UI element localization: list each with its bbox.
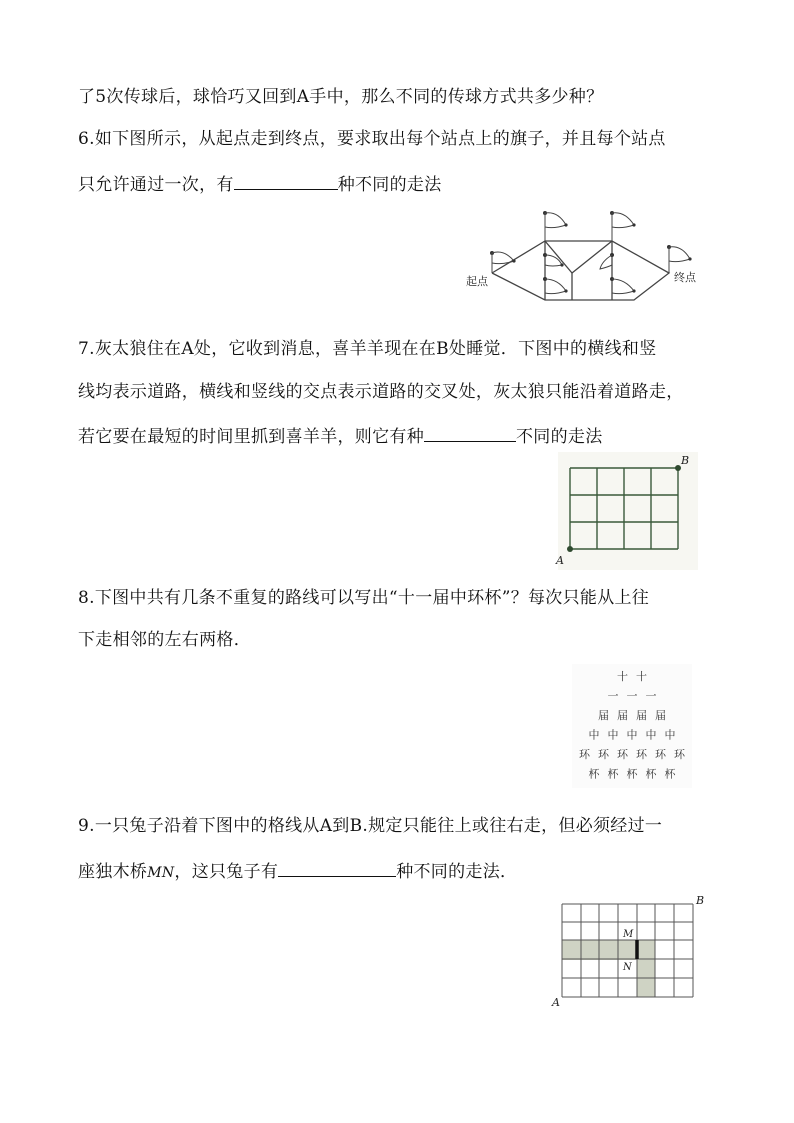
question-7-answer-blank[interactable] [424, 423, 516, 442]
question-8-line-1 [78, 587, 649, 609]
triangle-character: 届 [655, 709, 666, 722]
shaded-region-right [637, 940, 655, 997]
label-b: B [681, 454, 690, 467]
question-6-line-2 [78, 171, 442, 196]
question-6-line-1 [78, 128, 666, 150]
triangle-character: 杯 [664, 767, 676, 781]
question-6-number: 6. [78, 129, 95, 149]
triangle-character: 届 [598, 709, 609, 722]
question-8-number: 8. [78, 588, 95, 608]
label-a: A [556, 554, 564, 567]
question-9-text-3: ，这只兔子有 [174, 862, 279, 882]
label-b: B [696, 894, 705, 907]
road-diag-2 [572, 241, 612, 273]
triangle-character: 一 [607, 689, 619, 703]
question-9-answer-blank[interactable] [278, 858, 396, 877]
figure-9-bridge-grid [550, 892, 710, 1007]
triangle-character: 届 [636, 709, 647, 722]
point-a-marker [567, 546, 573, 552]
triangle-character: 十 [617, 670, 628, 683]
figure-7-road-grid [550, 448, 705, 578]
question-6-text-2: 只允许通过一次，有 [78, 175, 234, 195]
outer-road [492, 241, 669, 300]
bridge-label-mn: MN [147, 865, 175, 881]
question-6-text-1: 如下图所示，从起点走到终点，要求取出每个站点上的旗子，并且每个站点 [94, 129, 666, 149]
flag-icon [610, 277, 636, 294]
triangle-character: 一 [626, 689, 638, 703]
triangle-character: 环 [579, 748, 590, 761]
triangle-character: 中 [588, 728, 600, 742]
triangle-character: 杯 [645, 767, 657, 781]
question-9-line-1: 9.一只兔子沿着下图中的格线从A到B.规定只能往上或往右走，但必须经过一 [78, 816, 663, 836]
flag-icon [543, 277, 568, 294]
start-label: 起点 [466, 275, 488, 288]
triangle-character: 环 [617, 748, 628, 761]
triangle-character: 环 [674, 748, 685, 761]
flag-icon [490, 251, 516, 273]
figure-6-station-network [462, 205, 707, 320]
question-8-line-2: 下走相邻的左右两格． [78, 630, 251, 650]
triangle-character: 杯 [588, 767, 600, 781]
question-9-line-2 [78, 858, 517, 884]
road-diag-1 [545, 241, 572, 273]
end-label: 终点 [674, 271, 696, 284]
label-n: N [623, 962, 632, 973]
triangle-character: 届 [617, 709, 628, 722]
triangle-character: 中 [626, 728, 638, 742]
triangle-character: 一 [645, 689, 657, 703]
triangle-character: 杯 [626, 767, 638, 781]
triangle-character: 中 [645, 728, 657, 742]
question-9-text-4: 种不同的走法． [396, 862, 518, 882]
question-7-text-3: 若它要在最短的时间里抓到喜羊羊，则它有种 [78, 427, 424, 447]
triangle-character: 十 [636, 670, 647, 683]
triangle-character: 环 [655, 748, 666, 761]
question-6-answer-blank[interactable] [234, 171, 338, 190]
triangle-character: 环 [636, 748, 647, 761]
label-m: M [623, 929, 634, 940]
label-a: A [552, 996, 560, 1007]
question-8-text-1: 下图中共有几条不重复的路线可以写出“十一届中环杯”？每次只能从上往 [94, 588, 650, 608]
flag-icon [610, 211, 636, 241]
triangle-character: 中 [664, 728, 676, 742]
question-7-line-1: 7.灰太狼住在A处，它收到消息，喜羊羊现在在B处睡觉．下图中的横线和竖 [78, 339, 657, 359]
triangle-character: 环 [598, 748, 609, 761]
flag-icon [543, 211, 568, 241]
question-7-line-3 [78, 423, 603, 448]
question-7-line-2: 线均表示道路，横线和竖线的交点表示道路的交叉处，灰太狼只能沿着道路走， [78, 382, 684, 402]
text-line-q5-end: 了5次传球后，球恰巧又回到A手中，那么不同的传球方式共多少种？ [78, 87, 604, 107]
figure-8-character-triangle [572, 664, 692, 788]
question-6-text-3: 种不同的走法 [337, 175, 442, 195]
question-9-text-2: 座独木桥 [78, 862, 148, 882]
question-7-text-4: 不同的走法 [516, 427, 603, 447]
triangle-character: 杯 [607, 767, 619, 781]
triangle-character: 中 [607, 728, 619, 742]
flag-icon [667, 245, 692, 273]
